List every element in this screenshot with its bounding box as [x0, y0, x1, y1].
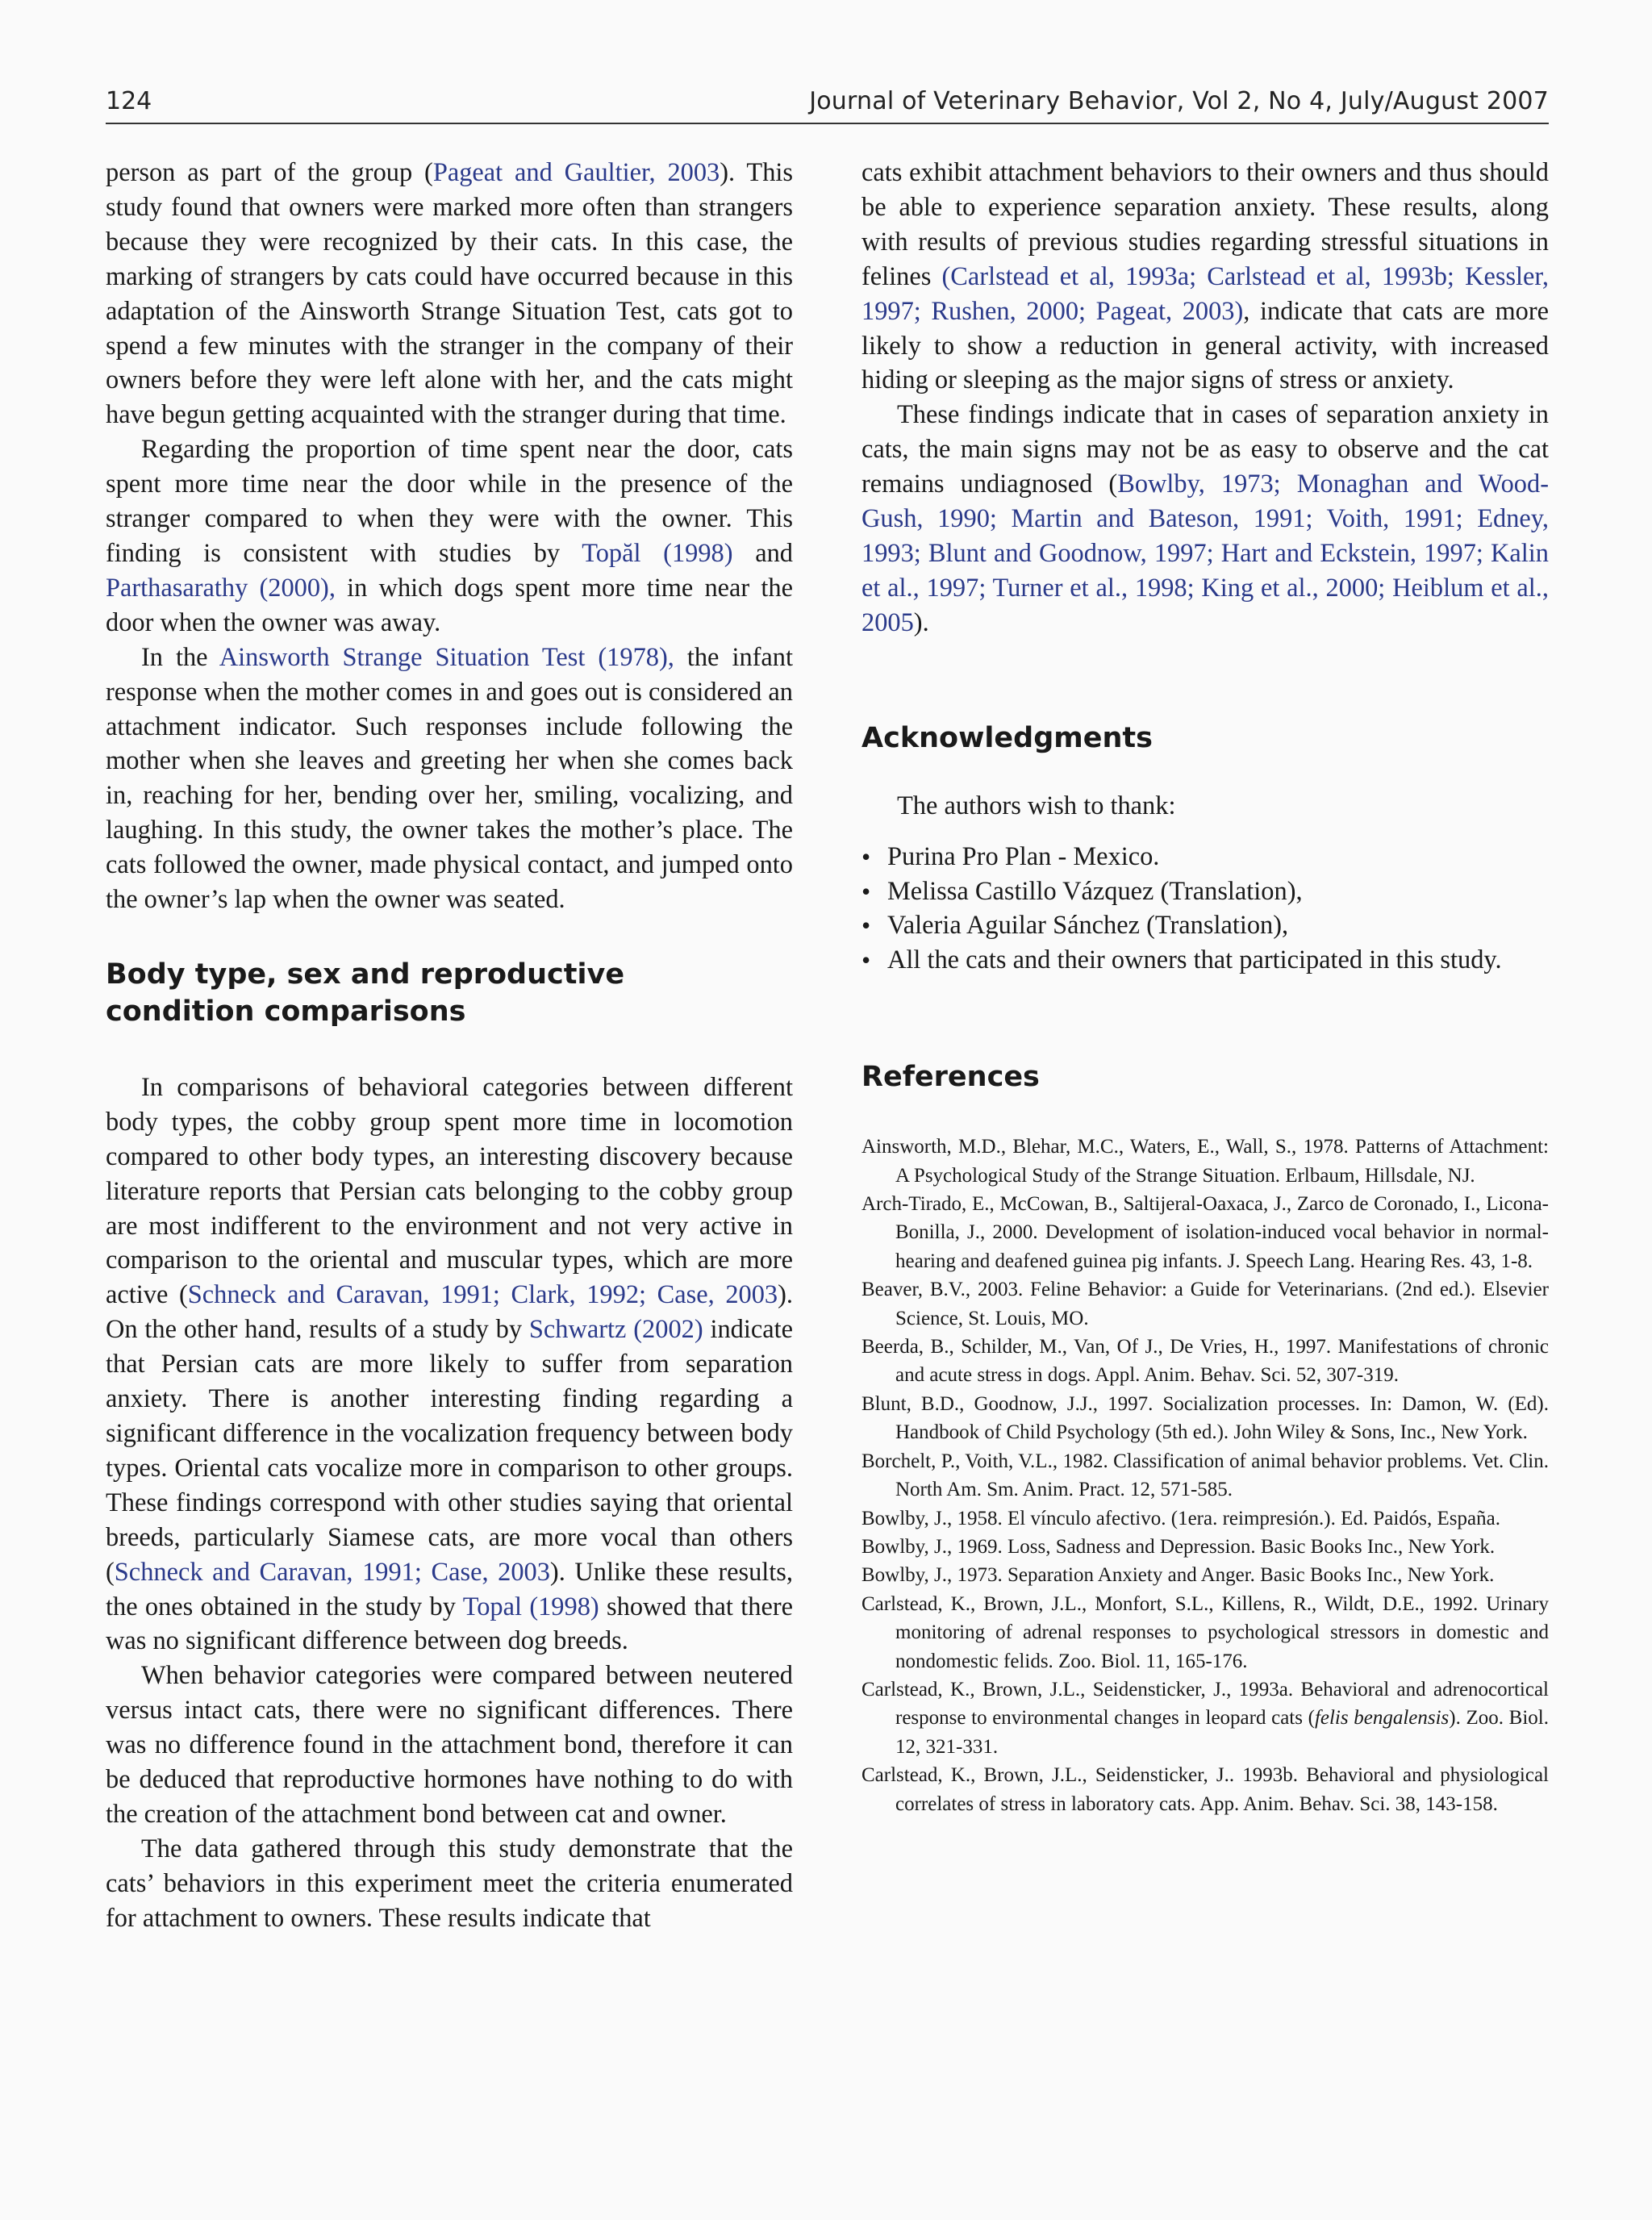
- citation-link[interactable]: Parthasarathy (2000),: [106, 573, 336, 603]
- paragraph: person as part of the group (Pageat and Gaultier, 2003). This study found that owners were marked more often than strangers because they were recognized by their cats. In this case, the marking of strangers by cats could have occurred because in this adaptation of the Ainsworth Strange Situation Test, cats got to spend a few minutes with the stranger in the company of their owners before they were left alone with her, and the cats might have begun getting acquainted with the stranger during that time.: [106, 158, 794, 430]
- right-column: [861, 156, 1549, 1818]
- journal-title: Journal of Veterinary Behavior, Vol 2, No 4, July/August 2007: [809, 87, 1549, 115]
- left-column: [106, 156, 793, 1936]
- citation-link[interactable]: Topal (1998): [462, 1592, 599, 1621]
- section-heading-acknowledgments: Acknowledgments: [861, 721, 1153, 754]
- reference-entry: Borchelt, P., Voith, V.L., 1982. Classification of animal behavior problems. Vet. Clin. North Am. Sm. Anim. Pract. 12, 571-585.: [861, 1450, 1549, 1501]
- reference-entry: Ainsworth, M.D., Blehar, M.C., Waters, E., Wall, S., 1978. Patterns of Attachment: A Psychological Study of the Strange Situation. Erlbaum, Hillsdale, NJ.: [861, 1136, 1549, 1187]
- reference-entry: Arch-Tirado, E., McCowan, B., Saltijeral-Oaxaca, J., Zarco de Coronado, I., Licona-Bonilla, J., 2000. Development of isolation-induced vocal behavior in normal-hearing and deafened guinea pig infants. J. Speech Lang. Hearing Res. 43, 1-8.: [861, 1193, 1549, 1272]
- section-heading-body-type: Body type, sex and reproductive condition comparisons: [106, 958, 625, 1028]
- paragraph: The data gathered through this study demonstrate that the cats’ behaviors in this experiment meet the criteria enumerated for attachment to owners. These results indicate that: [106, 1834, 793, 1933]
- reference-entry: Carlstead, K., Brown, J.L., Seidensticker, J., 1993a. Behavioral and adrenocortical response to environmental changes in leopard cats (felis bengalensis). Zoo. Biol. 12, 321-331.: [861, 1678, 1549, 1758]
- reference-entry: Beaver, B.V., 2003. Feline Behavior: a Guide for Veterinarians. (2nd ed.). Elsevier Science, St. Louis, MO.: [861, 1279, 1549, 1329]
- list-item: • Melissa Castillo Vázquez (Translation),: [861, 874, 1549, 909]
- acknowledgment-intro: The authors wish to thank:: [897, 791, 1176, 820]
- reference-entry: Bowlby, J., 1958. El vínculo afectivo. (1era. reimpresión.). Ed. Paidós, España.: [861, 1507, 1500, 1529]
- paragraph: In the Ainsworth Strange Situation Test (1978), the infant response when the mother comes in and goes out is considered an attachment indicator. Such responses include following the mother when she leaves and greeting her when she comes back in, reaching for her, bending over her, smiling, vocalizing, and laughing. In this study, the owner takes the mother’s place. The cats followed the owner, made physical contact, and jumped onto the owner’s lap when the owner was seated.: [106, 642, 793, 915]
- reference-entry: Blunt, B.D., Goodnow, J.J., 1997. Socialization processes. In: Damon, W. (Ed). Handbook of Child Psychology (5th ed.). John Wiley & Sons, Inc., New York.: [861, 1392, 1549, 1444]
- paragraph: When behavior categories were compared between neutered versus intact cats, there were no significant differences. There was no difference found in the attachment bond, therefore it can be deduced that reproductive hormones have nothing to do with the creation of the attachment bond between cat and owner.: [106, 1661, 793, 1829]
- citation-link[interactable]: Topăl (1998): [582, 538, 733, 568]
- list-item: • All the cats and their owners that participated in this study.: [861, 943, 1549, 978]
- list-item: • Purina Pro Plan - Mexico.: [861, 840, 1549, 874]
- citation-link[interactable]: Pageat and Gaultier, 2003: [432, 158, 720, 187]
- citation-link[interactable]: Bowlby, 1973; Monaghan and Wood-Gush, 1990; Martin and Bateson, 1991; Voith, 1991; Edney, 1993; Blunt and Goodnow, 1997; Hart and Eckstein, 1997; Kalin et al., 1997; Turner et al., 1998; King et al., 2000; Heiblum et al., 2005: [861, 469, 1549, 637]
- section-heading-references: References: [861, 1061, 1040, 1094]
- citation-link[interactable]: Schwartz (2002): [528, 1315, 703, 1345]
- paragraph: In comparisons of behavioral categories between different body types, the cobby group spent more time in locomotion compared to other body types, an interesting discovery because literature reports that Persian cats belonging to the cobby group are most indifferent to the environment and not very active in comparison to the oriental and muscular types, which are more active (Schneck and Caravan, 1991; Clark, 1992; Case, 2003). On the other hand, results of a study by Schwartz (2002) indicate that Persian cats are more likely to suffer from separation anxiety. There is another interesting finding regarding a significant difference in the vocalization frequency between body types. Oriental cats vocalize more in comparison to other groups. These findings correspond with other studies saying that oriental breeds, particularly Siamese cats, are more vocal than others (Schneck and Caravan, 1991; Case, 2003). Unlike these results, the ones obtained in the study by Topal (1998) showed that there was no significant difference between dog breeds.: [106, 1072, 793, 1656]
- reference-entry: Bowlby, J., 1969. Loss, Sadness and Depression. Basic Books Inc., New York.: [861, 1535, 1496, 1558]
- reference-entry: Bowlby, J., 1973. Separation Anxiety and Anger. Basic Books Inc., New York.: [861, 1564, 1495, 1587]
- running-header: [106, 87, 1549, 124]
- paragraph: These findings indicate that in cases of separation anxiety in cats, the main signs may not be as easy to observe and the cat remains undiagnosed (Bowlby, 1973; Monaghan and Wood-Gush, 1990; Martin and Bateson, 1991; Voith, 1991; Edney, 1993; Blunt and Goodnow, 1997; Hart and Eckstein, 1997; Kalin et al., 1997; Turner et al., 1998; King et al., 2000; Heiblum et al., 2005).: [861, 400, 1549, 637]
- reference-entry: Beerda, B., Schilder, M., Van, Of J., De Vries, H., 1997. Manifestations of chronic and acute stress in dogs. Appl. Anim. Behav. Sci. 52, 307-319.: [861, 1336, 1549, 1387]
- acknowledgment-list: [861, 840, 1549, 979]
- reference-list: [861, 1133, 1549, 1818]
- page-number: 124: [106, 87, 152, 115]
- paragraph: Regarding the proportion of time spent near the door, cats spent more time near the door while in the presence of the stranger compared to when they were with the owner. This finding is consistent with studies by Topăl (1998) and Parthasarathy (2000), in which dogs spent more time near the door when the owner was away.: [106, 435, 793, 637]
- citation-link[interactable]: Schneck and Caravan, 1991; Case, 2003: [114, 1557, 550, 1587]
- citation-link[interactable]: (Carlstead et al, 1993a; Carlstead et al, 1993b; Kessler, 1997; Rushen, 2000; Pageat, 2003): [861, 261, 1550, 326]
- paragraph: cats exhibit attachment behaviors to their owners and thus should be able to experience separation anxiety. These results, along with results of previous studies regarding stressful situations in felines (Carlstead et al, 1993a; Carlstead et al, 1993b; Kessler, 1997; Rushen, 2000; Pageat, 2003), indicate that cats are more likely to show a reduction in general activity, with increased hiding or sleeping as the major signs of stress or anxiety.: [861, 158, 1550, 395]
- citation-link[interactable]: Ainsworth Strange Situation Test (1978),: [219, 642, 674, 672]
- reference-entry: Carlstead, K., Brown, J.L., Seidensticker, J.. 1993b. Behavioral and physiological correlates of stress in laboratory cats. App. Anim. Behav. Sci. 38, 143-158.: [861, 1764, 1549, 1815]
- list-item: • Valeria Aguilar Sánchez (Translation),: [861, 908, 1549, 943]
- citation-link[interactable]: Schneck and Caravan, 1991; Clark, 1992; Case, 2003: [187, 1280, 778, 1310]
- reference-entry: Carlstead, K., Brown, J.L., Monfort, S.L., Killens, R., Wildt, D.E., 1992. Urinary monitoring of adrenal responses to psychological stressors in domestic and nondomestic felids. Zoo. Biol. 11, 165-176.: [861, 1592, 1549, 1672]
